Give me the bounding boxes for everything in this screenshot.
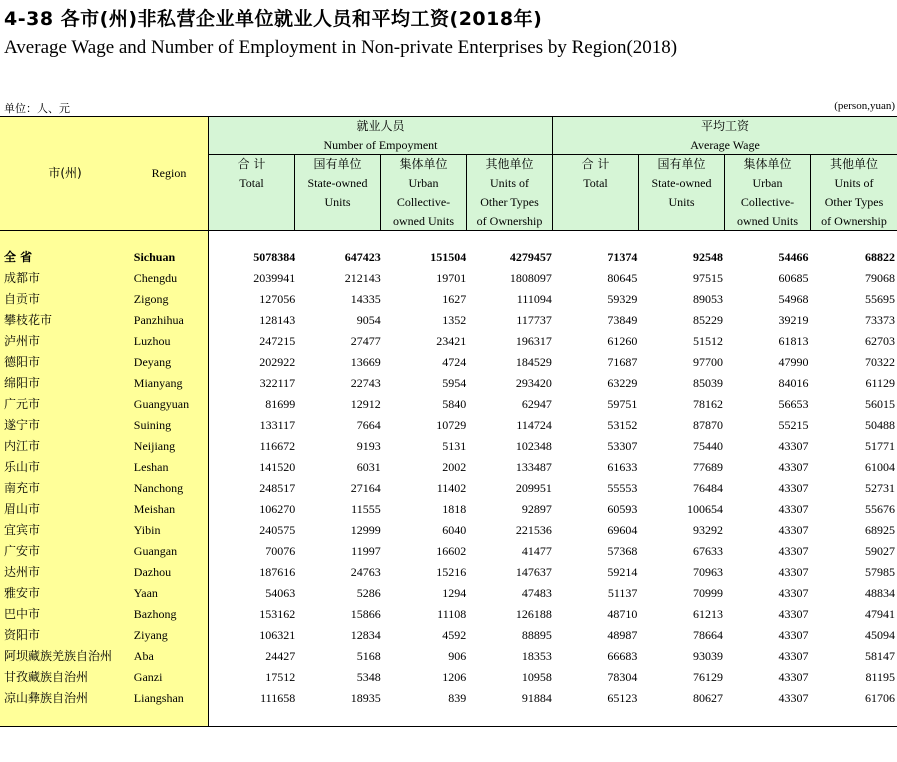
table-cell-value: 14335 (350, 292, 381, 306)
region-name-english: Leshan (133, 460, 169, 474)
table-cell-value: 76484 (692, 481, 723, 495)
table-cell-value: 57985 (865, 565, 895, 579)
region-name-english: Suining (133, 418, 172, 432)
table-cell-value: 184529 (515, 355, 552, 369)
table-cell-value: 11108 (437, 607, 467, 621)
table-cell-value: 248517 (259, 481, 296, 495)
region-name-english: Guangan (133, 544, 178, 558)
table-cell-value: 70963 (692, 565, 723, 579)
table-cell-value: 55695 (865, 292, 895, 306)
table-cell-value: 141520 (259, 460, 296, 474)
table-cell-value: 12912 (350, 397, 381, 411)
table-cell-value: 54063 (265, 586, 296, 600)
table-cell-value: 43307 (778, 586, 809, 600)
region-name-chinese: 阿坝藏族羌族自治州 (4, 649, 113, 663)
table-row (0, 268, 897, 289)
table-cell-value: 59027 (865, 544, 895, 558)
table-cell-value: 63229 (607, 376, 638, 390)
table-row-total (0, 247, 897, 268)
table-cell-value: 23421 (436, 334, 467, 348)
table-cell-value: 81195 (865, 670, 895, 684)
table-cell-value: 133117 (259, 418, 296, 432)
subheader-employment-collective: 集体单位 Urban Collective- owned Units (393, 157, 454, 228)
table-row (0, 352, 897, 373)
table-row (0, 625, 897, 646)
table-cell-value: 69604 (607, 523, 638, 537)
table-cell-value: 5840 (442, 397, 467, 411)
region-name-chinese: 遂宁市 (4, 418, 41, 432)
table-cell-value: 111658 (260, 691, 296, 705)
table-cell-value: 59751 (607, 397, 638, 411)
table-cell-value: 43307 (778, 628, 809, 642)
table-cell-value: 45094 (865, 628, 895, 642)
table-cell-value: 11997 (351, 544, 381, 558)
region-name-english: Aba (133, 649, 154, 663)
table-cell-value: 27164 (350, 481, 381, 495)
table-cell-value: 5286 (356, 586, 381, 600)
table-cell-value: 322117 (259, 376, 296, 390)
table-cell-value: 1294 (442, 586, 467, 600)
table-row (0, 289, 897, 310)
table-cell-value: 39219 (778, 313, 809, 327)
region-name-english: Zigong (133, 292, 169, 306)
region-name-english: Neijiang (133, 439, 176, 453)
table-cell-value: 78162 (692, 397, 723, 411)
table-row (0, 478, 897, 499)
table-cell-value: 61633 (607, 460, 638, 474)
table-cell-value: 24763 (350, 565, 381, 579)
table-cell-value: 2002 (442, 460, 467, 474)
table-cell-value: 56653 (778, 397, 809, 411)
table-cell-value: 61813 (778, 334, 809, 348)
table-cell-value: 55676 (865, 502, 895, 516)
subheader-employment-total: 合 计 Total (237, 157, 266, 190)
table-cell-value: 43307 (778, 523, 809, 537)
table-cell-value: 51137 (607, 586, 638, 600)
table-cell-value: 5348 (356, 670, 381, 684)
table-cell-value: 43307 (778, 691, 809, 705)
table-cell-value: 128143 (259, 313, 296, 327)
table-cell-value: 48710 (607, 607, 638, 621)
table-cell-value: 1627 (442, 292, 467, 306)
table-cell-value: 1808097 (509, 271, 552, 285)
region-name-english: Liangshan (133, 691, 184, 705)
table-cell-value: 53307 (607, 439, 638, 453)
region-name-chinese: 泸州市 (4, 334, 41, 348)
table-cell-value: 209951 (515, 481, 552, 495)
table-cell-value: 5078384 (253, 250, 296, 264)
table-row (0, 436, 897, 457)
data-table (0, 247, 897, 709)
table-cell-value: 293420 (515, 376, 552, 390)
table-cell-value: 7664 (356, 418, 381, 432)
table-cell-value: 55215 (778, 418, 809, 432)
table-cell-value: 43307 (778, 670, 809, 684)
table-cell-value: 43307 (778, 460, 809, 474)
region-name-english: Yibin (133, 523, 161, 537)
region-name-english: Bazhong (133, 607, 177, 621)
table-cell-value: 84016 (778, 376, 809, 390)
table-cell-value: 61213 (692, 607, 723, 621)
region-name-chinese: 资阳市 (4, 628, 41, 642)
table-cell-value: 111094 (516, 292, 552, 306)
table-cell-value: 61260 (607, 334, 638, 348)
table-cell-value: 61706 (865, 691, 895, 705)
subheader-wage-state-owned: 国有单位 State-owned Units (651, 157, 712, 209)
table-cell-value: 202922 (259, 355, 296, 369)
table-cell-value: 85229 (692, 313, 723, 327)
table-cell-value: 93039 (692, 649, 723, 663)
table-cell-value: 43307 (778, 502, 809, 516)
table-cell-value: 18353 (521, 649, 552, 663)
table-cell-value: 15866 (350, 607, 381, 621)
region-name-english: Yaan (133, 586, 158, 600)
table-cell-value: 70999 (692, 586, 723, 600)
table-cell-value: 50488 (865, 418, 895, 432)
region-name-chinese: 凉山彝族自治州 (4, 691, 89, 705)
table-cell-value: 91884 (521, 691, 552, 705)
table-row (0, 583, 897, 604)
table-cell-value: 62703 (865, 334, 895, 348)
table-cell-value: 647423 (344, 250, 381, 264)
region-name-english: Panzhihua (133, 313, 184, 327)
table-cell-value: 80645 (607, 271, 638, 285)
region-name-english: Meishan (133, 502, 176, 516)
table-cell-value: 43307 (778, 439, 809, 453)
table-row (0, 646, 897, 667)
table-cell-value: 1352 (442, 313, 467, 327)
table-cell-value: 68822 (865, 250, 895, 264)
subheader-wage-total: 合 计 Total (581, 157, 610, 190)
table-cell-value: 212143 (344, 271, 381, 285)
table-cell-value: 147637 (515, 565, 552, 579)
region-column-header: Region (151, 166, 187, 180)
table-cell-value: 56015 (865, 397, 895, 411)
table-cell-value: 55553 (607, 481, 638, 495)
table-cell-value: 43307 (778, 565, 809, 579)
table-cell-value: 6040 (442, 523, 467, 537)
table-row (0, 604, 897, 625)
region-name-chinese: 乐山市 (4, 460, 41, 474)
table-cell-value: 247215 (259, 334, 296, 348)
table-cell-value: 57368 (607, 544, 638, 558)
table-cell-value: 22743 (350, 376, 381, 390)
table-cell-value: 48987 (607, 628, 638, 642)
table-cell-value: 27477 (350, 334, 381, 348)
table-cell-value: 47990 (778, 355, 809, 369)
table-cell-value: 1206 (442, 670, 467, 684)
table-cell-value: 60685 (778, 271, 809, 285)
table-row (0, 562, 897, 583)
table-cell-value: 93292 (692, 523, 723, 537)
table-cell-value: 839 (448, 691, 467, 705)
table-cell-value: 17512 (265, 670, 296, 684)
table-row (0, 688, 897, 709)
wage-group-header: 平均工资 Average Wage (690, 119, 760, 152)
table-row (0, 310, 897, 331)
table-cell-value: 100654 (686, 502, 723, 516)
table-cell-value: 4592 (442, 628, 467, 642)
region-name-chinese: 眉山市 (4, 502, 41, 516)
region-name-english: Sichuan (133, 250, 176, 264)
page-title-chinese: 4-38 各市(州)非私营企业单位就业人员和平均工资(2018年) (4, 8, 543, 30)
table-cell-value: 5954 (442, 376, 467, 390)
region-name-chinese: 绵阳市 (4, 376, 41, 390)
table-cell-value: 12999 (350, 523, 381, 537)
table-cell-value: 54968 (778, 292, 809, 306)
table-cell-value: 106321 (259, 628, 296, 642)
table-cell-value: 1818 (442, 502, 467, 516)
table-row (0, 373, 897, 394)
table-cell-value: 16602 (436, 544, 467, 558)
region-name-english: Dazhou (133, 565, 172, 579)
region-name-english: Mianyang (133, 376, 183, 390)
table-cell-value: 61004 (865, 460, 895, 474)
table-cell-value: 9193 (356, 439, 381, 453)
region-name-chinese: 自贡市 (4, 292, 41, 306)
table-cell-value: 71374 (607, 250, 638, 264)
table-cell-value: 77689 (692, 460, 723, 474)
table-cell-value: 240575 (259, 523, 296, 537)
table-cell-value: 78664 (692, 628, 723, 642)
table-cell-value: 89053 (692, 292, 723, 306)
table-cell-value: 68925 (865, 523, 895, 537)
table-cell-value: 151504 (430, 250, 467, 264)
table-cell-value: 24427 (265, 649, 296, 663)
table-cell-value: 10729 (436, 418, 467, 432)
table-cell-value: 71687 (607, 355, 638, 369)
region-name-chinese: 全 省 (4, 250, 33, 264)
table-row (0, 415, 897, 436)
table-cell-value: 51512 (692, 334, 723, 348)
table-cell-value: 73373 (865, 313, 895, 327)
region-name-chinese: 攀枝花市 (4, 313, 53, 327)
unit-label-english: (person,yuan) (834, 100, 895, 112)
table-cell-value: 92897 (521, 502, 552, 516)
table-cell-value: 102348 (515, 439, 552, 453)
table-cell-value: 47941 (865, 607, 895, 621)
table-cell-value: 127056 (259, 292, 296, 306)
region-name-english: Luzhou (133, 334, 171, 348)
table-cell-value: 18935 (350, 691, 381, 705)
table-cell-value: 10958 (521, 670, 552, 684)
table-cell-value: 11555 (351, 502, 381, 516)
table-cell-value: 106270 (259, 502, 296, 516)
table-cell-value: 4279457 (509, 250, 552, 264)
employment-group-header: 就业人员 Number of Empoyment (323, 119, 438, 152)
table-bottom-rule (0, 726, 897, 727)
region-name-chinese: 南充市 (4, 481, 41, 495)
table-cell-value: 221536 (515, 523, 552, 537)
table-cell-value: 133487 (515, 460, 552, 474)
table-cell-value: 81699 (265, 397, 296, 411)
table-row (0, 541, 897, 562)
table-cell-value: 6031 (356, 460, 381, 474)
subheader-wage-other: 其他单位 Units of Other Types of Ownership (821, 157, 887, 228)
region-name-chinese: 巴中市 (4, 607, 41, 621)
table-cell-value: 97515 (692, 271, 723, 285)
table-cell-value: 47483 (521, 586, 552, 600)
table-cell-value: 79068 (865, 271, 895, 285)
table-cell-value: 51771 (865, 439, 895, 453)
region-name-english: Chengdu (133, 271, 178, 285)
region-name-chinese: 宜宾市 (4, 523, 41, 537)
table-cell-value: 43307 (778, 649, 809, 663)
table-cell-value: 87870 (692, 418, 723, 432)
table-cell-value: 48834 (865, 586, 895, 600)
table-cell-value: 13669 (350, 355, 381, 369)
region-name-chinese: 德阳市 (4, 355, 41, 369)
table-cell-value: 4724 (442, 355, 467, 369)
table-cell-value: 5131 (442, 439, 467, 453)
table-cell-value: 88895 (521, 628, 552, 642)
table-cell-value: 116672 (259, 439, 296, 453)
table-row (0, 331, 897, 352)
city-column-header: 市(州) (48, 166, 82, 180)
table-cell-value: 11402 (436, 481, 467, 495)
table-cell-value: 59214 (607, 565, 638, 579)
region-name-chinese: 广安市 (4, 544, 41, 558)
table-cell-value: 92548 (692, 250, 723, 264)
region-name-english: Deyang (133, 355, 172, 369)
table-cell-value: 97700 (692, 355, 723, 369)
table-row (0, 394, 897, 415)
table-cell-value: 52731 (865, 481, 895, 495)
table-cell-value: 75440 (692, 439, 723, 453)
unit-label-chinese: 单位：人、元 (4, 102, 70, 115)
table-cell-value: 53152 (607, 418, 638, 432)
table-cell-value: 76129 (692, 670, 723, 684)
region-name-english: Ziyang (133, 628, 168, 642)
table-cell-value: 15216 (436, 565, 467, 579)
table-cell-value: 70322 (865, 355, 895, 369)
table-cell-value: 906 (448, 649, 467, 663)
table-cell-value: 43307 (778, 607, 809, 621)
table-cell-value: 67633 (692, 544, 723, 558)
table-cell-value: 60593 (607, 502, 638, 516)
region-name-chinese: 达州市 (4, 565, 41, 579)
page-title-english: Average Wage and Number of Employment in Non-private Enterprises by Region(2018) (4, 37, 678, 58)
table-cell-value: 9054 (356, 313, 381, 327)
table-cell-value: 117737 (516, 313, 552, 327)
table-cell-value: 43307 (778, 544, 809, 558)
table-cell-value: 65123 (607, 691, 638, 705)
table-cell-value: 85039 (692, 376, 723, 390)
table-cell-value: 41477 (521, 544, 552, 558)
table-cell-value: 196317 (515, 334, 552, 348)
region-name-chinese: 内江市 (4, 439, 41, 453)
subheader-wage-collective: 集体单位 Urban Collective- owned Units (737, 157, 798, 228)
table-cell-value: 126188 (515, 607, 552, 621)
table-cell-value: 187616 (259, 565, 296, 579)
table-cell-value: 70076 (265, 544, 296, 558)
table-cell-value: 78304 (607, 670, 638, 684)
table-cell-value: 43307 (778, 481, 809, 495)
table-cell-value: 59329 (607, 292, 638, 306)
table-cell-value: 73849 (607, 313, 638, 327)
table-cell-value: 62947 (521, 397, 552, 411)
table-cell-value: 61129 (865, 376, 895, 390)
table-row (0, 457, 897, 478)
table-cell-value: 80627 (692, 691, 723, 705)
region-name-english: Ganzi (133, 670, 163, 684)
table-row (0, 499, 897, 520)
subheader-employment-other: 其他单位 Units of Other Types of Ownership (476, 157, 543, 228)
region-name-chinese: 广元市 (4, 397, 41, 411)
region-name-chinese: 雅安市 (4, 586, 41, 600)
table-cell-value: 153162 (259, 607, 296, 621)
table-cell-value: 19701 (436, 271, 467, 285)
table-cell-value: 5168 (356, 649, 381, 663)
table-row (0, 667, 897, 688)
table-cell-value: 58147 (865, 649, 895, 663)
region-name-chinese: 甘孜藏族自治州 (4, 670, 89, 684)
region-name-chinese: 成都市 (4, 271, 41, 285)
table-row (0, 520, 897, 541)
table-cell-value: 12834 (350, 628, 381, 642)
subheader-employment-state-owned: 国有单位 State-owned Units (307, 157, 368, 209)
table-cell-value: 66683 (607, 649, 638, 663)
table-cell-value: 2039941 (253, 271, 296, 285)
table-cell-value: 54466 (778, 250, 809, 264)
table-cell-value: 114724 (516, 418, 552, 432)
region-name-english: Nanchong (133, 481, 184, 495)
region-name-english: Guangyuan (133, 397, 190, 411)
